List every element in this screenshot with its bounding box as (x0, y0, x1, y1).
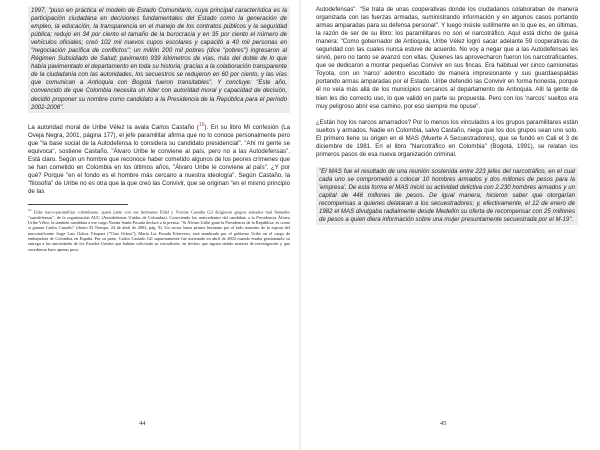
right-paragraph-2: ¿Están hoy los narcos amarrados? Por lo menos los vinculados a los grupos paramilitares están sueltos y armados. Nadie en Colombia, salvo Castaño, niega que los dos grupos sean uno solo. El primero tiene su origen en el MAS (Muerte A Secuestradores), que se fundó en Cali el 3 de diciembre de 1981. En el libro "Narcotráfico en Colombia" (Bogotá, 1991), se relatan los primeros pasos de esa nueva organización criminal. (316, 118, 578, 158)
left-quote-block: 1997, "puso en práctica el modelo de Estado Comunitario, cuya principal característica es la participación ciudadana en decisiones fundamentales del Estado como la generación de empleo, la educación, la transparencia en el manejo de los contratos públicos y la seguridad pública; redujo en 34 por ciento el tamaño de la burocracia y en 35 por ciento el número de vehículos oficiales; creó 102 mil nuevos cupos escolares y capacitó a 40 mil personas en "negociación pacífica de conflictos"; un millón 200 mil pobres (dice "pobres") ingresaron al Régimen Subsidiado de Salud; pavimentó 939 kilómetros de vías, más del doble de lo que había pavimentado el departamento en toda su historia; gracias a la colaboración transparente de la ciudadanía con las autoridades, los secuestros se redujeron en 60 por ciento, y las vías que comunican a Antioquia con Bogotá fueron transitables". Y concluye: "Este año, convencido de que Colombia necesita un líder con autoridad moral y capacidad de decisión, decidió proponer su nombre como candidato a la Presidencia de la República para el período 2002-2006". (28, 6, 290, 113)
right-text-column (316, 6, 578, 225)
right-quote-block: "El MAS fue el resultado de una reunión sostenida entre 223 jefes del narcotráfico, en el cual cada uno se comprometió a colocar 10 hombres armados y dos millones de pesos para la 'empresa'. De esta forma el MAS inició su actividad delictiva con 2.230 hombres armados y un capital de 446 millones de pesos. De igual manera, hicieron saber que otorgarían recompensas a quienes delataran a los secuestradores; y, efectivamente, el 12 de enero de 1982 el MAS divulgaba radialmente desde Medellín su oferta de recompensar con 25 millones de pesos a quien diera información sobre una mujer presuntamente secuestrada por el M-19". (316, 167, 578, 225)
footnote-divider (28, 204, 128, 205)
right-page-number: 45 (440, 420, 447, 427)
left-page-number: 44 (139, 420, 146, 427)
footnote-number: 16 (28, 208, 32, 213)
right-page (300, 0, 600, 450)
para-before-ref: La autoridad moral de Uribe Vélez la avala Carlos Castaño ( (28, 123, 199, 131)
right-paragraph-1: Autodefensas". "Se trata de unas cooperativas donde los ciudadanos colaboraban de manera organizada con las fuerzas armadas, suministrando información y en algunos casos portando armas amparadas para su defensa personal". Y luego insiste sutilmente en lo que es, en últimas, la razón de ser de su libro: los paramilitares no son el narcotráfico. Aquí está dicho de guisa manera: "Como gobernador de Antioquia, Uribe Vélez logró sacar adelante 59 cooperativas de seguridad con las cuales nunca estuve de acuerdo. No voy a negar que a las Autodefensas les sirvió, pero no tanto se avanzó con ellas. Quienes las aprovecharon fueron los narcotraficantes, que se dedicaron a montar pequeñas Convivir en sus fincas. Era habitual ver cinco camionetas Toyota, con un 'narco' adentro escoltado de manera impresionante y sus guardaespaldas portando armas amparadas por el Estado. Uribe defendió las Convivir en forma honesta, porque él no veía más allá de los municipios cercanos al departamento de Antioquia. Allí la gente de bien les dio correcto uso, lo que validó en parte su propuesta. Pero con los 'narcos' sueltos era muy peligroso abrir ese camino, por eso siempre me opuse". (316, 6, 578, 110)
footnote-text: Líder narco-paramilitar colombiano, quien junto con sus hermanos Fidel y Vicente Castaño Gil dirigieron grupos armados mal llamados "autodefensas", de la organización AUC (Autodefensas Unidas de Colombia). Conociendo los antecedentes del candidato a la Presidencia Álvaro Uribe Vélez, la también candidata a ese cargo Noemí Sanín Posada declaró a la prensa: "Si Álvaro Uribe ganó la Presidencia de la República, es como si ganara Carlos Castaño" (diario El Tiempo, 24 de abril de 2002, pág. 9). Un sector hasta primer hermano por el lado materno de la esposa del narcotraficante Jorge Luis Ochoa Vásquez ("Clan Ochoa"), María Lia Posada Echeverri, está nombrada por el gobierno Uribe en el cargo de embajadora de Colombia en España. Por su parte, Carlos Castaño Gil supuestamente fue asesinado en abril de 2004 cuando estaba gestionando su entrega a las autoridades de los Estados Unidos que habían solicitado su extradición, en hechos que siguen siendo materia de investigación y que sucedieron hace apenas poco. (28, 209, 290, 252)
footnote-reference[interactable]: 16 (198, 121, 205, 128)
left-text-column (28, 6, 290, 252)
para-after-ref: ). En su libro Mi confesión (La Oveja Negra, 2001, página 177), el jefe paramilitar afirma que no lo conoce personalmente pero que "la base social de la Autodefensa lo considera su candidato presidencial". "Ahí mi gente se equivoca", sostiene Castaño. "Álvaro Uribe le conviene al país, pero no a las Autodefensas". Está claro. Según un hombre que reconoce haber cometido algunos de los peores crímenes que se han cometido en Colombia en los últimos años, "Álvaro Uribe le conviene al país". ¿Y por qué? Porque "en el fondo es el hombre más cercano a nuestra ideología". Según Castaño, la "filosofía" de Uribe no es otra que la que creó las Convivir, que se originan "en el mismo principio de las (28, 123, 291, 196)
footnote (28, 208, 290, 252)
left-body-paragraph (28, 121, 290, 196)
